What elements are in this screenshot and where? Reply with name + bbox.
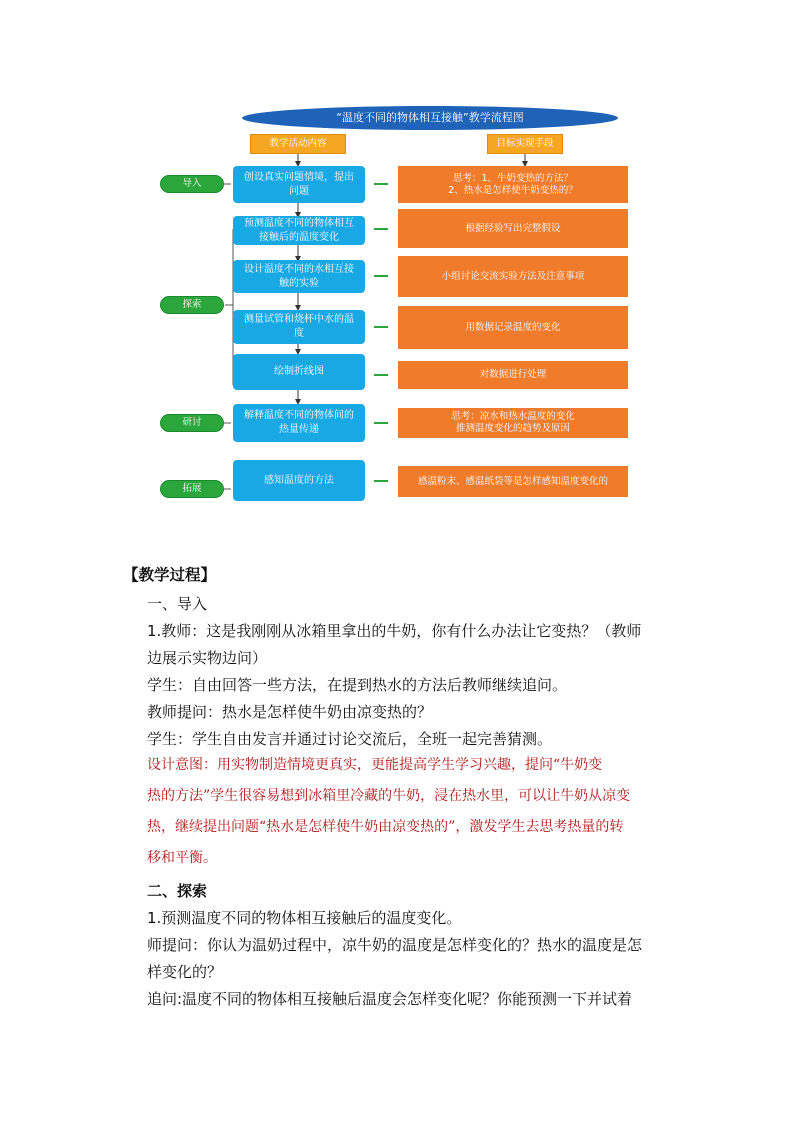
stage-intro: 导入 <box>160 175 224 193</box>
header-means: 目标实现手段 <box>487 134 563 154</box>
means-line: 感温粉末、感温纸袋等是怎样感知温度变化的 <box>417 475 608 487</box>
activity-box: 解释温度不同的物体间的热量传递 <box>233 404 365 442</box>
activity-box: 感知温度的方法 <box>233 460 365 501</box>
paragraph: 学生：自由回答一些方法，在提到热水的方法后教师继续追问。 <box>147 676 568 694</box>
stage-extend: 拓展 <box>160 480 224 498</box>
flowchart-title: “温度不同的物体相互接触”教学流程图 <box>242 106 618 130</box>
means-line: 思考：1、牛奶变热的方法？ <box>452 172 574 184</box>
paragraph: 样变化的？ <box>147 963 223 981</box>
design-intent: 移和平衡。 <box>147 850 217 866</box>
paragraph: 1.教师：这是我刚刚从冰箱里拿出的牛奶，你有什么办法让它变热？（教师 <box>147 622 642 640</box>
means-line: 对数据进行处理 <box>479 369 547 380</box>
paragraph: 1.预测温度不同的物体相互接触后的温度变化。 <box>147 909 462 927</box>
activity-box: 测量试管和烧杯中水的温度 <box>233 310 365 344</box>
paragraph: 学生：学生自由发言并通过讨论交流后，全班一起完善猜测。 <box>147 730 553 748</box>
means-box <box>398 209 628 248</box>
means-line: 小组讨论交流实验方法及注意事项 <box>441 270 585 282</box>
paragraph: 教师提问：热水是怎样使牛奶由凉变热的？ <box>147 703 433 721</box>
means-box <box>398 166 628 203</box>
stage-discuss: 研讨 <box>160 414 224 432</box>
paragraph: 师提问：你认为温奶过程中，凉牛奶的温度是怎样变化的？热水的温度是怎 <box>147 936 643 954</box>
means-box <box>398 306 628 349</box>
design-intent: 设计意图：用实物制造情境更真实，更能提高学生学习兴趣，提问“牛奶变 <box>147 757 603 773</box>
means-line: 推测温度变化的趋势及原因 <box>455 423 570 434</box>
design-intent: 热的方法”学生很容易想到冰箱里冷藏的牛奶，浸在热水里，可以让牛奶从凉变 <box>147 788 631 804</box>
part2-heading: 二、探索 <box>147 882 208 900</box>
flowchart-connectors <box>0 0 794 520</box>
means-line: 思考：凉水和热水温度的变化 <box>451 411 575 422</box>
activity-box: 预测温度不同的物体相互接触后的温度变化 <box>233 216 365 245</box>
means-box <box>398 361 628 389</box>
means-line: 用数据记录温度的变化 <box>465 321 561 333</box>
stage-explore: 探索 <box>160 296 224 314</box>
activity-box: 设计温度不同的水相互接触的实验 <box>233 260 365 293</box>
activity-box: 创设真实问题情境，提出问题 <box>233 166 365 203</box>
activity-box: 绘制折线图 <box>233 354 365 390</box>
means-line: 根据经验写出完整假设 <box>465 222 561 234</box>
means-box <box>398 256 628 297</box>
means-box <box>398 408 628 438</box>
means-box <box>398 466 628 497</box>
paragraph: 边展示实物边问） <box>147 649 268 667</box>
paragraph: 追问:温度不同的物体相互接触后温度会怎样变化呢？你能预测一下并试着 <box>147 990 633 1008</box>
design-intent: 热，继续提出问题“热水是怎样使牛奶由凉变热的”，激发学生去思考热量的转 <box>147 819 624 835</box>
means-line: 2、热水是怎样使牛奶变热的？ <box>448 184 578 196</box>
header-activity: 教学活动内容 <box>250 134 346 154</box>
section-heading: 【教学过程】 <box>123 566 217 584</box>
part1-heading: 一、导入 <box>147 595 208 613</box>
